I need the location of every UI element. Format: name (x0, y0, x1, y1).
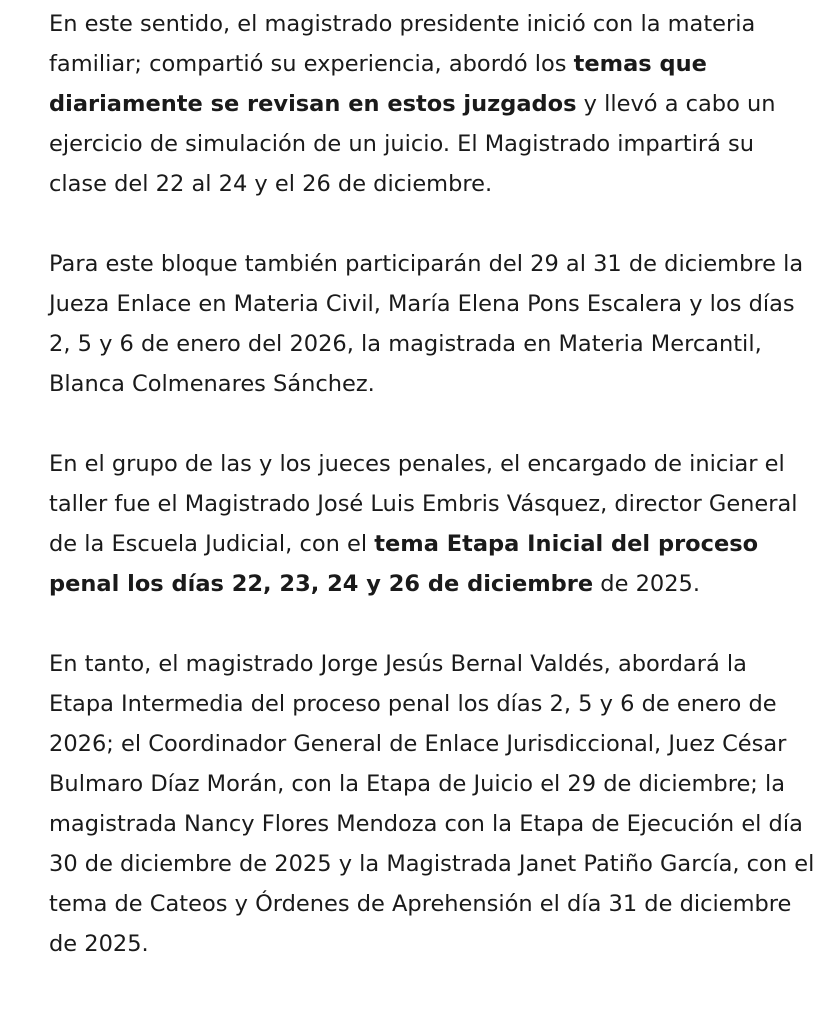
paragraph-2-text: Para este bloque también participarán del 29 al 31 de diciembre la Jueza Enlace en Materia Civil, María Elena Pons Escalera y los días 2, 5 y 6 de enero del 2026, la magistrada en Materia Mercantil, Blanca Colmenares Sánchez. (49, 251, 804, 397)
paragraph-2 (49, 244, 818, 404)
paragraph-1-text-end: y llevó a cabo un ejercicio de simulación de un juicio. El Magistrado impartirá su clase del 22 al 24 y el 26 de diciembre. (49, 91, 776, 197)
paragraph-4 (49, 644, 818, 964)
paragraph-1 (49, 0, 818, 204)
paragraph-spacer (49, 604, 818, 644)
paragraph-1-text-start: En este sentido, el magistrado presidente inició con la materia familiar; compartió su experiencia, abordó los (49, 11, 756, 77)
paragraph-3-bold-text: tema Etapa Inicial del proceso penal los días 22, 23, 24 y 26 de diciembre (49, 531, 759, 597)
paragraph-spacer (49, 404, 818, 444)
paragraph-spacer (49, 204, 818, 244)
paragraph-1-bold-text: temas que diariamente se revisan en estos juzgados (49, 51, 707, 117)
paragraph-3-text-start: En el grupo de las y los jueces penales, el encargado de iniciar el taller fue el Magistrado José Luis Embris Vásquez, director General de la Escuela Judicial, con el (49, 451, 798, 557)
paragraph-4-text: En tanto, el magistrado Jorge Jesús Bernal Valdés, abordará la Etapa Intermedia del proceso penal los días 2, 5 y 6 de enero de 2026; el Coordinador General de Enlace Jurisdiccional, Juez César Bulmaro Díaz Morán, con la Etapa de Juicio el 29 de diciembre; la magistrada Nancy Flores Mendoza con la Etapa de Ejecución el día 30 de diciembre de 2025 y la Magistrada Janet Patiño García, con el tema de Cateos y Órdenes de Aprehensión el día 31 de diciembre de 2025. (49, 651, 815, 957)
paragraph-3 (49, 444, 818, 604)
paragraph-3-text-end: de 2025. (593, 571, 700, 597)
